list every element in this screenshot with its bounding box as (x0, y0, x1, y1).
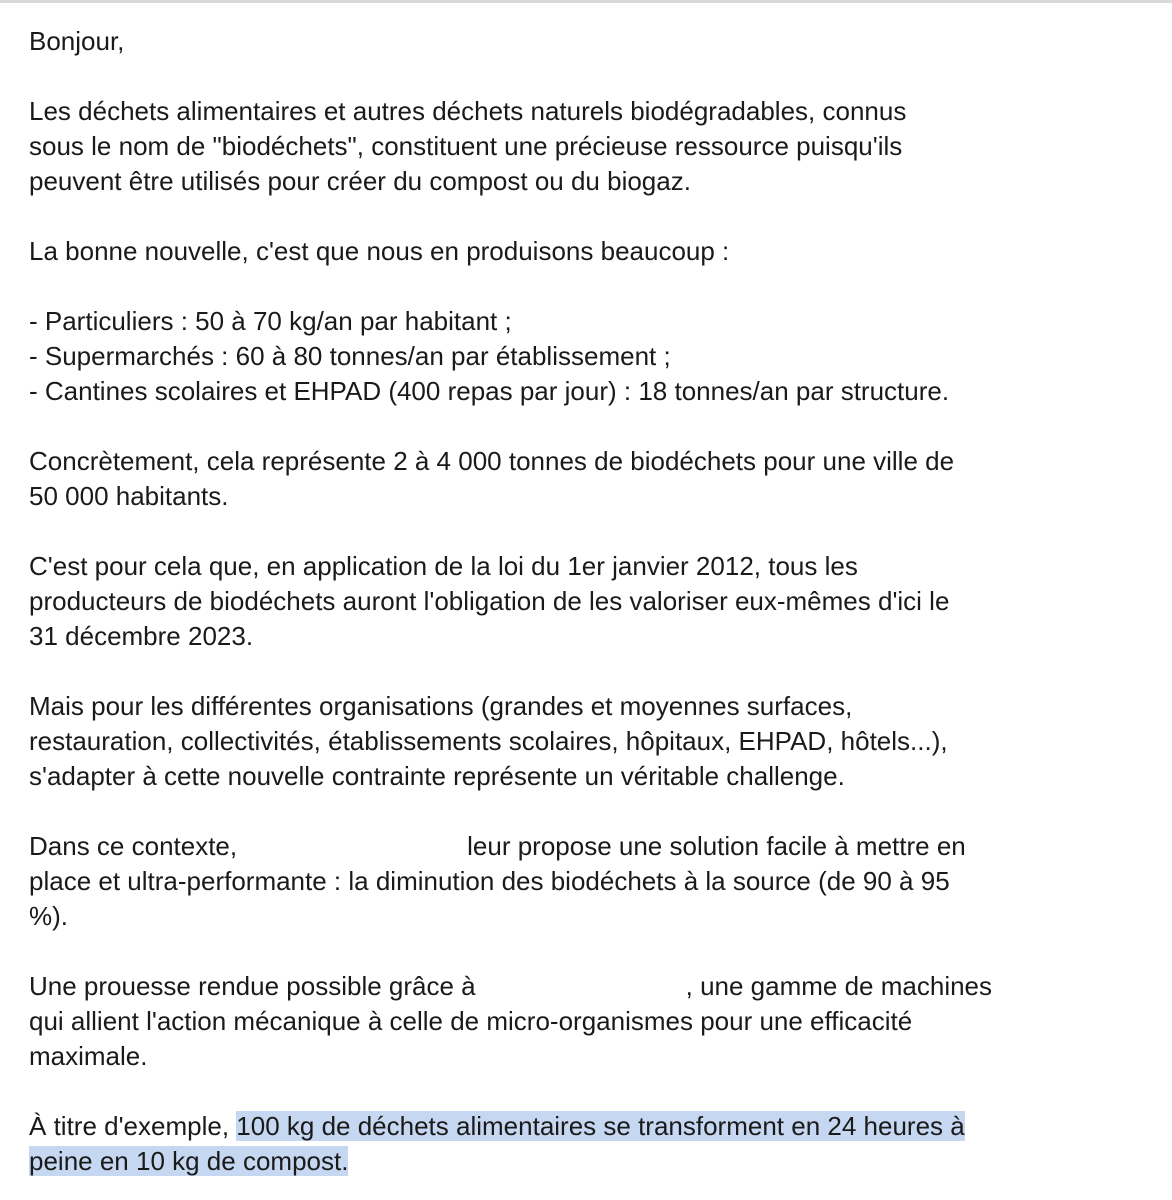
paragraph-loi (29, 549, 1149, 654)
text-line: place et ultra-performante : la diminution des biodéchets à la source (de 90 à 95 (29, 866, 950, 896)
text-fragment: Une prouesse rendue possible grâce à (29, 971, 476, 1001)
text-line: Les déchets alimentaires et autres déchets naturels biodégradables, connus (29, 96, 907, 126)
text-fragment: À titre d'exemple, (29, 1111, 237, 1141)
selected-text-highlight[interactable]: 100 kg de déchets alimentaires se transforment en 24 heures à (236, 1111, 965, 1141)
production-list (29, 304, 1149, 409)
list-item: - Cantines scolaires et EHPAD (400 repas par jour) : 18 tonnes/an par structure. (29, 376, 950, 406)
window-top-border (0, 0, 1172, 3)
selected-text-highlight[interactable]: peine en 10 kg de compost. (29, 1146, 349, 1176)
text-line: peuvent être utilisés pour créer du compost ou du biogaz. (29, 166, 691, 196)
paragraph-good-news (29, 234, 1149, 269)
text-line (29, 1109, 1149, 1144)
text-line: C'est pour cela que, en application de la loi du 1er janvier 2012, tous les (29, 551, 858, 581)
text-fragment: leur propose une solution facile à mettre en (467, 831, 966, 861)
text-line: s'adapter à cette nouvelle contrainte représente un véritable challenge. (29, 761, 845, 791)
paragraph-biodechets-intro (29, 94, 1149, 199)
text-fragment: , une gamme de machines (685, 971, 993, 1001)
text-line (29, 969, 1149, 1004)
text-line: maximale. (29, 1041, 148, 1071)
text-line: restauration, collectivités, établissements scolaires, hôpitaux, EHPAD, hôtels...), (29, 726, 948, 756)
text-line (29, 829, 1149, 864)
paragraph-exemple (29, 1109, 1149, 1179)
list-item: - Particuliers : 50 à 70 kg/an par habitant ; (29, 306, 512, 336)
text-line: Concrètement, cela représente 2 à 4 000 tonnes de biodéchets pour une ville de (29, 446, 955, 476)
paragraph-organisations (29, 689, 1149, 794)
text-line: sous le nom de "biodéchets", constituent une précieuse ressource puisqu'ils (29, 131, 903, 161)
greeting-line: Bonjour, (29, 26, 125, 56)
text-line: La bonne nouvelle, c'est que nous en produisons beaucoup : (29, 236, 730, 266)
text-line: Mais pour les différentes organisations (grandes et moyennes surfaces, (29, 691, 853, 721)
email-body (29, 24, 1149, 1179)
text-line: qui allient l'action mécanique à celle de micro-organismes pour une efficacité (29, 1006, 913, 1036)
greeting (29, 24, 1149, 59)
text-line: producteurs de biodéchets auront l'obligation de les valoriser eux-mêmes d'ici le (29, 586, 950, 616)
text-line: 50 000 habitants. (29, 481, 229, 511)
paragraph-contexte (29, 829, 1149, 934)
text-line: 31 décembre 2023. (29, 621, 254, 651)
text-fragment: Dans ce contexte, (29, 831, 238, 861)
text-line: %). (29, 901, 68, 931)
paragraph-prouesse (29, 969, 1149, 1074)
list-item: - Supermarchés : 60 à 80 tonnes/an par établissement ; (29, 341, 671, 371)
text-line (29, 1144, 1149, 1179)
paragraph-concretement (29, 444, 1149, 514)
